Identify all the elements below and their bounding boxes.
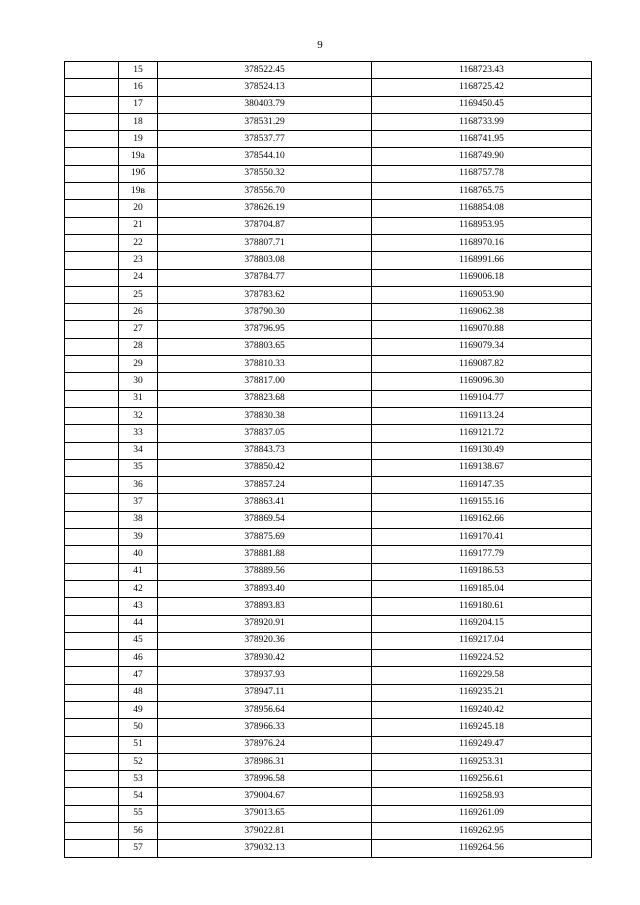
table-row [65,650,592,667]
x-coordinate-cell: 378531.29 [158,113,372,130]
y-coordinate-cell: 1169256.61 [372,771,592,788]
point-number-cell: 20 [119,200,158,217]
point-number-cell: 26 [119,304,158,321]
x-coordinate-cell: 378869.54 [158,511,372,528]
x-coordinate-cell: 380403.79 [158,96,372,113]
table-row [65,719,592,736]
y-coordinate-cell: 1168733.99 [372,113,592,130]
blank-cell [65,719,119,736]
y-coordinate-cell: 1168953.95 [372,217,592,234]
table-row [65,356,592,373]
table-row [65,407,592,424]
point-number-cell: 37 [119,494,158,511]
table-row [65,148,592,165]
blank-cell [65,113,119,130]
x-coordinate-cell: 378850.42 [158,459,372,476]
table-row [65,788,592,805]
y-coordinate-cell: 1169217.04 [372,632,592,649]
y-coordinate-cell: 1169138.67 [372,459,592,476]
y-coordinate-cell: 1168991.66 [372,252,592,269]
y-coordinate-cell: 1169258.93 [372,788,592,805]
y-coordinate-cell: 1169113.24 [372,407,592,424]
point-number-cell: 24 [119,269,158,286]
point-number-cell: 23 [119,252,158,269]
blank-cell [65,269,119,286]
table-row [65,131,592,148]
blank-cell [65,494,119,511]
point-number-cell: 36 [119,477,158,494]
point-number-cell: 41 [119,563,158,580]
point-number-cell: 31 [119,390,158,407]
x-coordinate-cell: 378807.71 [158,234,372,251]
blank-cell [65,753,119,770]
table-row [65,529,592,546]
table-row [65,200,592,217]
table-row [65,753,592,770]
y-coordinate-cell: 1169261.09 [372,805,592,822]
table-row [65,598,592,615]
y-coordinate-cell: 1168757.78 [372,165,592,182]
x-coordinate-cell: 378857.24 [158,477,372,494]
y-coordinate-cell: 1168749.90 [372,148,592,165]
x-coordinate-cell: 378556.70 [158,183,372,200]
x-coordinate-cell: 378889.56 [158,563,372,580]
point-number-cell: 45 [119,632,158,649]
point-number-cell: 27 [119,321,158,338]
blank-cell [65,736,119,753]
point-number-cell: 19б [119,165,158,182]
blank-cell [65,459,119,476]
x-coordinate-cell: 378893.83 [158,598,372,615]
y-coordinate-cell: 1169229.58 [372,667,592,684]
blank-cell [65,511,119,528]
x-coordinate-cell: 378803.65 [158,338,372,355]
blank-cell [65,615,119,632]
blank-cell [65,407,119,424]
blank-cell [65,546,119,563]
table-row [65,771,592,788]
point-number-cell: 30 [119,373,158,390]
y-coordinate-cell: 1169264.56 [372,840,592,857]
table-row [65,511,592,528]
table-row [65,113,592,130]
y-coordinate-cell: 1169186.53 [372,563,592,580]
blank-cell [65,840,119,857]
x-coordinate-cell: 378920.36 [158,632,372,649]
table-row [65,304,592,321]
point-number-cell: 43 [119,598,158,615]
point-number-cell: 44 [119,615,158,632]
table-row [65,563,592,580]
blank-cell [65,390,119,407]
table-row [65,580,592,597]
y-coordinate-cell: 1168765.75 [372,183,592,200]
point-number-cell: 25 [119,286,158,303]
blank-cell [65,563,119,580]
x-coordinate-cell: 378875.69 [158,529,372,546]
coordinates-table [64,61,592,858]
y-coordinate-cell: 1169147.35 [372,477,592,494]
blank-cell [65,252,119,269]
x-coordinate-cell: 378976.24 [158,736,372,753]
point-number-cell: 50 [119,719,158,736]
blank-cell [65,477,119,494]
y-coordinate-cell: 1168970.16 [372,234,592,251]
x-coordinate-cell: 378803.08 [158,252,372,269]
x-coordinate-cell: 378830.38 [158,407,372,424]
blank-cell [65,425,119,442]
table-row [65,269,592,286]
blank-cell [65,442,119,459]
point-number-cell: 57 [119,840,158,857]
y-coordinate-cell: 1169235.21 [372,684,592,701]
blank-cell [65,373,119,390]
blank-cell [65,321,119,338]
y-coordinate-cell: 1168854.08 [372,200,592,217]
table-row [65,667,592,684]
point-number-cell: 51 [119,736,158,753]
table-row [65,79,592,96]
blank-cell [65,667,119,684]
blank-cell [65,338,119,355]
y-coordinate-cell: 1169253.31 [372,753,592,770]
y-coordinate-cell: 1169245.18 [372,719,592,736]
blank-cell [65,234,119,251]
y-coordinate-cell: 1168723.43 [372,62,592,79]
blank-cell [65,580,119,597]
x-coordinate-cell: 378996.58 [158,771,372,788]
y-coordinate-cell: 1169155.16 [372,494,592,511]
x-coordinate-cell: 378524.13 [158,79,372,96]
table-row [65,459,592,476]
table-row [65,234,592,251]
x-coordinate-cell: 379004.67 [158,788,372,805]
table-row [65,477,592,494]
x-coordinate-cell: 378810.33 [158,356,372,373]
x-coordinate-cell: 378784.77 [158,269,372,286]
point-number-cell: 35 [119,459,158,476]
point-number-cell: 40 [119,546,158,563]
x-coordinate-cell: 378817.00 [158,373,372,390]
blank-cell [65,805,119,822]
point-number-cell: 53 [119,771,158,788]
y-coordinate-cell: 1169249.47 [372,736,592,753]
table-row [65,823,592,840]
x-coordinate-cell: 378626.19 [158,200,372,217]
x-coordinate-cell: 378823.68 [158,390,372,407]
point-number-cell: 56 [119,823,158,840]
x-coordinate-cell: 378843.73 [158,442,372,459]
y-coordinate-cell: 1169053.90 [372,286,592,303]
blank-cell [65,79,119,96]
y-coordinate-cell: 1169062.38 [372,304,592,321]
x-coordinate-cell: 378893.40 [158,580,372,597]
blank-cell [65,304,119,321]
y-coordinate-cell: 1169121.72 [372,425,592,442]
blank-cell [65,684,119,701]
point-number-cell: 54 [119,788,158,805]
x-coordinate-cell: 378522.45 [158,62,372,79]
x-coordinate-cell: 378704.87 [158,217,372,234]
x-coordinate-cell: 378790.30 [158,304,372,321]
x-coordinate-cell: 379022.81 [158,823,372,840]
table-row [65,684,592,701]
point-number-cell: 55 [119,805,158,822]
blank-cell [65,148,119,165]
blank-cell [65,788,119,805]
y-coordinate-cell: 1169104.77 [372,390,592,407]
y-coordinate-cell: 1169177.79 [372,546,592,563]
table-row [65,805,592,822]
point-number-cell: 52 [119,753,158,770]
y-coordinate-cell: 1169204.15 [372,615,592,632]
point-number-cell: 17 [119,96,158,113]
table-row [65,840,592,857]
table-row [65,321,592,338]
coordinates-table-body [65,62,592,858]
y-coordinate-cell: 1169262.95 [372,823,592,840]
point-number-cell: 39 [119,529,158,546]
point-number-cell: 34 [119,442,158,459]
y-coordinate-cell: 1169096.30 [372,373,592,390]
y-coordinate-cell: 1169162.66 [372,511,592,528]
point-number-cell: 15 [119,62,158,79]
blank-cell [65,183,119,200]
x-coordinate-cell: 378837.05 [158,425,372,442]
x-coordinate-cell: 378537.77 [158,131,372,148]
x-coordinate-cell: 378947.11 [158,684,372,701]
y-coordinate-cell: 1168725.42 [372,79,592,96]
table-row [65,546,592,563]
table-row [65,442,592,459]
point-number-cell: 22 [119,234,158,251]
point-number-cell: 28 [119,338,158,355]
point-number-cell: 29 [119,356,158,373]
y-coordinate-cell: 1169006.18 [372,269,592,286]
x-coordinate-cell: 378956.64 [158,701,372,718]
x-coordinate-cell: 378544.10 [158,148,372,165]
table-row [65,736,592,753]
blank-cell [65,131,119,148]
blank-cell [65,823,119,840]
point-number-cell: 33 [119,425,158,442]
x-coordinate-cell: 378863.41 [158,494,372,511]
blank-cell [65,356,119,373]
y-coordinate-cell: 1169224.52 [372,650,592,667]
x-coordinate-cell: 379013.65 [158,805,372,822]
y-coordinate-cell: 1169185.04 [372,580,592,597]
table-row [65,62,592,79]
y-coordinate-cell: 1169070.88 [372,321,592,338]
table-row [65,615,592,632]
blank-cell [65,632,119,649]
point-number-cell: 46 [119,650,158,667]
table-row [65,183,592,200]
point-number-cell: 49 [119,701,158,718]
table-row [65,165,592,182]
x-coordinate-cell: 378796.95 [158,321,372,338]
table-row [65,425,592,442]
table-row [65,286,592,303]
x-coordinate-cell: 378930.42 [158,650,372,667]
point-number-cell: 32 [119,407,158,424]
y-coordinate-cell: 1169130.49 [372,442,592,459]
table-row [65,701,592,718]
x-coordinate-cell: 378783.62 [158,286,372,303]
y-coordinate-cell: 1169079.34 [372,338,592,355]
y-coordinate-cell: 1169450.45 [372,96,592,113]
table-row [65,252,592,269]
point-number-cell: 19а [119,148,158,165]
blank-cell [65,286,119,303]
blank-cell [65,771,119,788]
x-coordinate-cell: 378920.91 [158,615,372,632]
point-number-cell: 38 [119,511,158,528]
table-row [65,632,592,649]
x-coordinate-cell: 379032.13 [158,840,372,857]
table-row [65,96,592,113]
blank-cell [65,598,119,615]
blank-cell [65,217,119,234]
y-coordinate-cell: 1169087.82 [372,356,592,373]
y-coordinate-cell: 1168741.95 [372,131,592,148]
table-row [65,217,592,234]
x-coordinate-cell: 378986.31 [158,753,372,770]
table-row [65,390,592,407]
table-row [65,338,592,355]
point-number-cell: 16 [119,79,158,96]
y-coordinate-cell: 1169170.41 [372,529,592,546]
point-number-cell: 19в [119,183,158,200]
blank-cell [65,650,119,667]
table-row [65,373,592,390]
x-coordinate-cell: 378550.32 [158,165,372,182]
table-row [65,494,592,511]
point-number-cell: 18 [119,113,158,130]
point-number-cell: 42 [119,580,158,597]
x-coordinate-cell: 378881.88 [158,546,372,563]
point-number-cell: 47 [119,667,158,684]
blank-cell [65,701,119,718]
y-coordinate-cell: 1169180.61 [372,598,592,615]
blank-cell [65,529,119,546]
x-coordinate-cell: 378937.93 [158,667,372,684]
blank-cell [65,62,119,79]
point-number-cell: 21 [119,217,158,234]
point-number-cell: 19 [119,131,158,148]
blank-cell [65,200,119,217]
x-coordinate-cell: 378966.33 [158,719,372,736]
blank-cell [65,96,119,113]
point-number-cell: 48 [119,684,158,701]
page-number: 9 [317,39,323,51]
y-coordinate-cell: 1169240.42 [372,701,592,718]
blank-cell [65,165,119,182]
